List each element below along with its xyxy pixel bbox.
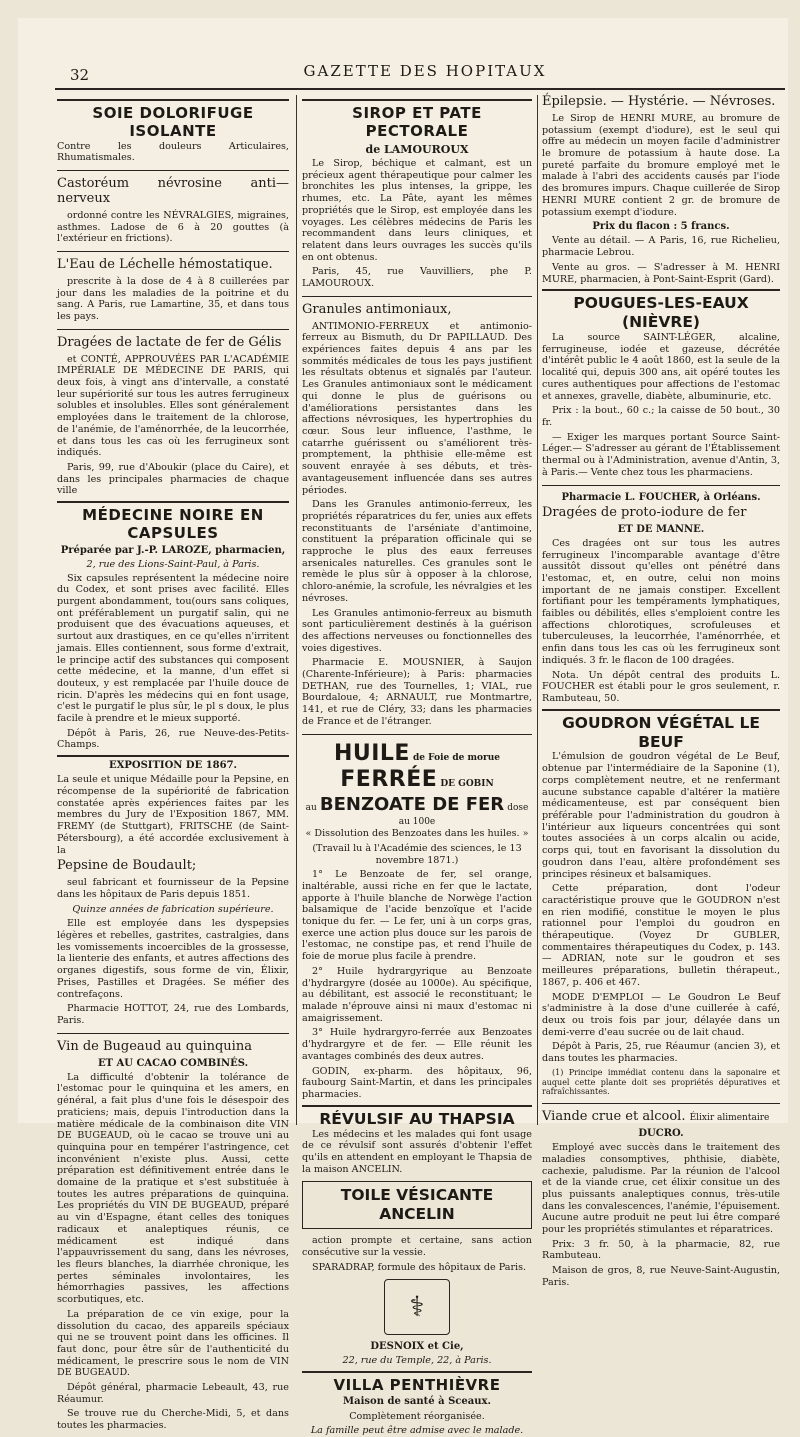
ad-heading: Castoréum névrosine anti—nerveux — [57, 176, 289, 206]
ad-text: Nota. Un dépôt central des produits L. FOUCHER est établi pour le gros seulement, r. Rambuteau, 50. — [542, 669, 780, 704]
header-rule — [55, 88, 785, 90]
ad-text: Le Sirop de HENRI MURE, au bromure de potassium (exempt d'iodure), est le seul qui offre au médecin un moyen facile d'administrer le bromure de potassium à haute dose. La pureté parfaite du bromure employé met le malade à l'abri des accidents causés par l'iode des bromures impurs. Chaque cuillerée de Sirop HENRI MURE contient 2 gr. de bromure de potassium exempt d'iodure. — [542, 112, 780, 218]
ad-subtitle: 2, rue des Lions-Saint-Paul, à Paris. — [86, 558, 260, 570]
ad-heading: Pepsine de Boudault; — [57, 858, 197, 874]
ad-price: Prix du flacon : 5 francs. — [592, 221, 730, 233]
ad-subtitle: DUCRO. — [638, 1127, 684, 1139]
ad-text: Les Granules antimonio-ferreux au bismuth sont particulièrement destinés à la guérison des affections nerveuses ou fonctionnelles des voies digestives. — [302, 607, 532, 654]
ad-text: 1° Le Benzoate de fer, sel orange, inaltérable, aussi riche en fer que le lactate, apporte à l'huile blanche de Norwège l'action balsamique de l'acide benzoïque et l'acide tonique du fer. — Le fer, uni à un corps gras, exerce une action plus douce sur les parois de l'estomac, ne constipe pas, et rend l'huile de foie de morue plus facile à prendre. — [302, 869, 532, 963]
ad-text: Cette préparation, dont l'odeur caractéristique prouve que le GOUDRON n'est en rien modifié, constitue le moyen le plus rationnel pour l'emploi du goudron en thérapeutique. (Voyez Dr GUBLER, commentaires thérapeutiques du Codex, p. 143.— ADRIAN, note sur le goudron et ses meilleures préparations, bulletin thérapeut., 1867, p. 406 et 467. — [542, 883, 780, 988]
ad-text: ordonné contre les NÉVRALGIES, migraines, asthmes. Ladose de 6 à 20 gouttes (à l'extérieur en frictions). — [57, 209, 289, 245]
ad-text: La famille peut être admise avec le malade. — [310, 1425, 524, 1437]
ad-subtitle: (Travail lu à l'Académie des sciences, le 13 novembre 1871.) — [312, 842, 522, 866]
ad-text: La préparation de ce vin exige, pour la dissolution du cacao, des appareils spéciaux qui ne se trouvent point dans les officines. Il faut donc, pour être sûr de l'authenticité du médicament, le prescrire sous le nom de VIN DE BUGEAUD. — [57, 1308, 289, 1379]
ad-text: MODE D'EMPLOI — Le Goudron Le Beuf s'administre à la dose d'une cuillerée à café, deux ou trois fois par jour, délayée dans un demi-verre d'eau sucrée ou de lait chaud. — [542, 991, 780, 1038]
ad-text: GODIN, ex-pharm. des hôpitaux, 96, faubourg Saint-Martin, et dans les principales pharmacies. — [302, 1065, 532, 1100]
column-divider — [537, 95, 538, 1125]
ad-text: Employé avec succès dans le traitement des maladies consomptives, phthisie, diabète, cachexie, paludisme. Par la réunion de l'alcool et de la viande crue, cet élixir consitue un des plus puissants analeptiques connus, très-utile dans les convalescences, l'anémie, l'épuisement. Aucune autre produit ne peut lui être comparé pour les propriétés stimulantes et réparatrices. — [542, 1142, 780, 1236]
ad-text: 3° Huile hydrargyro-ferrée aux Benzoates d'hydrargyre et de fer. — Elle réunit les avantages combinés des deux autres. — [302, 1027, 532, 1062]
ad-text: seul fabricant et fournisseur de la Pepsine dans les hôpitaux de Paris depuis 1851. — [57, 877, 289, 900]
ad-title: SOIE DOLORIFUGE ISOLANTE — [92, 104, 254, 141]
ad-subtitle: DESNOIX et Cie, — [370, 1341, 464, 1353]
ad-text: L'émulsion de goudron végétal de Le Beuf, obtenue par l'intermédiaire de la Saponine (1), corps complètement neutre, et ne renfermant aucune substance capable d'altérer la matière médicamenteuse, est par conséquent bien préférable pour l'administration du goudron à l'intérieur aux liqueurs concentrées qui sont toutes associées à un corps alcalin ou acide, corps qui, tout en favorisant la dissolution du goudron dans l'eau, altère profondément ses principes résineux et balsamiques. — [542, 751, 780, 880]
ad-heading: Vin de Bugeaud au quinquina — [57, 1038, 252, 1054]
ad-title: POUGUES-LES-EAUX (NIÈVRE) — [573, 294, 749, 332]
column-divider — [296, 95, 297, 1125]
ad-subtitle: ET DE MANNE. — [617, 523, 705, 535]
ad-title: TOILE VÉSICANTE ANCELIN — [340, 1186, 494, 1224]
ad-text: Six capsules représentent la médecine noire du Codex, et sont prises avec facilité. Elles purgent abondamment, tou(ours sans coliques, ont préférablement un purgatif salin, qui ne produisent que des évacuations aqueuses, et surtout aux drastiques, en ce qu'elles n'irritent jamais. Elles contiennent, sous forme d'extrait, le principe actif des substances qui composent cette médecine, et la manne, d'un effet si douteux, y est remplacée par l'huile douce de ricin. D'après les médecins qui en font usage, c'est le purgatif le plus sûr, le pl s doux, le plus facile à prendre et le mieux supporté. — [57, 572, 289, 725]
ad-heading: Épilepsie. — Hystérie. — Névroses. — [542, 94, 776, 109]
ad-text: action prompte et certaine, sans action consécutive sur la vessie. — [302, 1235, 532, 1258]
ad-text: La difficulté d'obtenir la tolérance de l'estomac pour le quinquina et les amers, en général, a fait plus d'une fois le désespoir des praticiens; mais, depuis l'introduction dans la matière médicale de la combinaison dite VIN DE BUGEAUD, où le cacao se trouve uni au quinquina pour en tempérer l'astringence, cet inconvénient n'existe plus. Aussi, cette préparation est définitivement entrée dans le domaine de la pratique et s'est substituée à toutes les autres préparations de quinquina. Les propriétés du VIN DE BUGEAUD, préparé au vin d'Espagne, étant celles des toniques radicaux et analeptiques réunis, ce médicament est indiqué dans l'appauvrissement du sang, dans les névroses, les fleurs blanches, la diarrhée chronique, les pertes séminales involontaires, les hémorrhagies passives, les affections scorbutiques, etc. — [57, 1071, 289, 1306]
ad-title: VILLA PENTHIÈVRE — [333, 1376, 501, 1395]
ad-title: GOUDRON VÉGÉTAL LE BEUF — [562, 713, 760, 751]
ad-text: Dans les Granules antimonio-ferreux, les propriétés réparatrices du fer, unies aux effets reconstituants de l'arséniate d'antimoine, constituent la préparation officinale qui se rapproche le plus des eaux ferreuses arsenicales naturelles. Ces granules sont le remède le plus sûr à opposer à la chlorose, chloro-anémie, la scrofule, les névralgies et les névroses. — [302, 499, 532, 604]
ad-text: Les médecins et les malades qui font usage de ce révulsif sont assurés d'obtenir l'effet qu'ils en attendent en employant le Thapsia de la maison ANCELIN. — [302, 1128, 532, 1175]
ad-text: Pharmacie E. MOUSNIER, à Saujon (Charente-Inférieure); à Paris: pharmacies DETHAN, rue des Tournelles, 1; VIAL, rue Bourdaloue, 4; ARNAULT, rue Montmartre, 141, et rue de Cléry, 33; dans les pharmacies de France et de l'étranger. — [302, 657, 532, 727]
ad-subtitle: Préparée par J.-P. LAROZE, pharmacien, — [60, 544, 286, 556]
ad-text: Se trouve rue du Cherche-Midi, 5, et dans toutes les pharmacies. — [57, 1408, 289, 1432]
ad-heading: L'Eau de Léchelle hémostatique. — [57, 256, 273, 272]
column-right — [542, 94, 780, 1288]
ad-text: Prix : la bout., 60 c.; la caisse de 50 bout., 30 fr. — [542, 405, 780, 428]
ad-footnote: (1) Principe immédiat contenu dans la saponaire et auquel cette plante doit ses propriétés dépuratives et rafraîchissantes. — [542, 1067, 780, 1097]
ad-text: Ces dragées ont sur tous les autres ferrugineux l'incomparable avantage d'être aussitôt dissout qu'elles ont pénétré dans l'estomac, et, en outre, celui non moins important de ne jamais constiper. Excellent fortifiant pour les tempéraments lymphatiques, faibles ou débilités, elles s'emploient contre les affections chlorotiques, scrofuleuses et tuberculeuses, la leucorrhée, l'aménorrhée, et enfin dans tous les cas où les ferrugineux sont indiqués. 3 fr. le flacon de 100 dragées. — [542, 537, 780, 666]
ad-text: La source SAINT-LÉGER, alcaline, ferrugineuse, iodée et gazeuse, décrétée d'intérêt public le 4 août 1860, est la seule de la localité qui, depuis 300 ans, ait opéré toutes les cures authentiques pour affections de l'estomac et annexes, gravelle, diabète, albuminurie, etc. — [542, 332, 780, 402]
ad-text: Contre les douleurs Articulaires, Rhumatismales. — [57, 140, 289, 164]
ad-text: Complètement réorganisée. — [349, 1410, 485, 1422]
ad-title: MÉDECINE NOIRE EN CAPSULES — [82, 506, 264, 543]
ad-heading: Granules antimoniaux, — [302, 301, 452, 317]
ad-subtitle: Maison de santé à Sceaux. — [343, 1396, 491, 1408]
ad-text: Prix: 3 fr. 50, à la pharmacie, 82, rue Rambuteau. — [542, 1238, 780, 1262]
ad-text: Dépôt général, pharmacie Lebeault, 43, rue Réaumur. — [57, 1382, 289, 1405]
ad-heading: Viande crue et alcool. Élixir alimentaire — [542, 1109, 770, 1125]
ad-heading: Dragées de lactate de fer de Gélis — [57, 334, 282, 350]
ad-subtitle: ET AU CACAO COMBINÉS. — [97, 1057, 249, 1069]
ad-title: Pharmacie L. FOUCHER, à Orléans. — [561, 491, 761, 503]
ad-text: Le Sirop, béchique et calmant, est un précieux agent thérapeutique pour calmer les bronchites les plus intenses, la grippe, les rhumes, etc. La Pâte, ayant les mêmes propriétés que le Sirop, est employée dans les voyages. Les célèbres médecins de Paris les recommandent dans leurs cliniques, et relatent dans leurs ouvrages les succès qu'ils en ont obtenus. — [302, 158, 532, 263]
ancelin-logo-icon: ⚕ — [384, 1279, 450, 1335]
ad-subtitle: 22, rue du Temple, 22, à Paris. — [342, 1355, 492, 1367]
ad-title: RÉVULSIF AU THAPSIA — [319, 1109, 515, 1128]
ad-title: EXPOSITION DE 1867. — [108, 760, 238, 772]
ad-text: Paris, 45, rue Vauvilliers, phe P. LAMOUROUX. — [302, 266, 532, 290]
ad-text: — Exiger les marques portant Source Saint-Léger.— S'adresser au gérant de l'Établissement thermal ou à l'Administration, avenue d'Antin, 3, à Paris.— Vente chez tous les pharmaciens. — [542, 431, 780, 478]
ad-text: Dépôt à Paris, 25, rue Réaumur (ancien 3), et dans toutes les pharmacies. — [542, 1041, 780, 1065]
ad-text: 2° Huile hydrargyrique au Benzoate d'hydrargyre (dosée au 1000e). Au spécifique, au débilitant, est associé le reconstituant; le malade n'éprouve ainsi ni maux d'estomac ni amaigrissement. — [302, 965, 532, 1024]
ad-text: Pharmacie HOTTOT, 24, rue des Lombards, Paris. — [57, 1003, 289, 1026]
huile-banner: HUILE de Foie de morue FERRÉE DE GOBIN — [333, 740, 501, 793]
page-number: 32 — [70, 66, 90, 84]
ad-text: prescrite à la dose de 4 à 8 cuillerées par jour dans les maladies de la poitrine et du sang. A Paris, rue Lamartine, 35, et dans tous les pays. — [57, 275, 289, 323]
ad-text: SPARADRAP, formule des hôpitaux de Paris. — [312, 1261, 527, 1273]
ad-subtitle: Quinze années de fabrication supérieure. — [72, 903, 274, 915]
ad-text: ANTIMONIO-FERREUX et antimonio-ferreux au Bismuth, du Dr PAPILLAUD. Des expériences faites depuis 4 ans par les sommités médicales de tous les pays justifient les résultats obtenus et signalés par l'auteur. Les Granules antimoniaux sont le médicament qui donne le plus de guérisons ou d'améliorations persistantes dans les affections névrosiques, les hypertrophies du cœur. Sous leur influence, l'asthme, le catarrhe guérissent ou s'améliorent très-promptement, la phthisie elle-même est souvent enrayée à ses débuts, et très-avantageusement influencée dans ses autres périodes. — [302, 320, 532, 496]
ad-text: Elle est employée dans les dyspepsies légères et rebelles, gastrites, castralgies, dans les vomissements incoercibles de la grossesse, la lienterie des enfants, et autres affections des organes digestifs, sous forme de vin, Élixir, Prises, Pastilles et Dragées. Se méfier des contrefaçons. — [57, 918, 289, 1000]
benzoate-banner: au BENZOATE DE FER dose au 100e — [305, 794, 529, 828]
ad-subtitle: de LAMOUROUX — [365, 142, 469, 156]
ad-text: Vente au gros. — S'adresser à M. HENRI MURE, pharmacien, à Pont-Saint-Esprit (Gard). — [542, 261, 780, 285]
ad-text: La seule et unique Médaille pour la Pepsine, en récompense de la supériorité de fabrication constatée après expériences faites par les membres du Jury de l'Exposition 1867, MM. FREMY (de Stuttgart), FRITSCHE (de Saint-Pétersbourg), a été accordée exclusivement à la — [57, 774, 289, 856]
ad-heading: Dragées de proto-iodure de fer — [542, 504, 747, 520]
ad-text: Vente au détail. — A Paris, 16, rue Richelieu, pharmacie Lebrou. — [542, 235, 780, 259]
ad-text: Paris, 99, rue d'Aboukir (place du Caire), et dans les principales pharmacies de chaque ville — [57, 462, 289, 497]
page-header: GAZETTE DES HOPITAUX — [303, 62, 547, 80]
ad-title: SIROP ET PATE PECTORALE — [352, 104, 482, 141]
ad-text: Dépôt à Paris, 26, rue Neuve-des-Petits-Champs. — [57, 727, 289, 751]
ad-text: Maison de gros, 8, rue Neuve-Saint-Augustin, Paris. — [542, 1265, 780, 1288]
column-left — [57, 95, 289, 1432]
ad-text: et CONTÉ, APPROUVÉES PAR L'ACADÉMIE IMPÉRIALE DE MÉDECINE DE PARIS, qui deux fois, à vingt ans d'intervalle, a constaté leur supériorité sur tous les autres ferrugineux solubles et insolubles. Elles sont généralement employées dans le traitement de la chlorose, de l'anémie, de l'aménorrhée, de la leucorrhée, et dans tous les cas où les ferrugineux sont indiqués. — [57, 353, 289, 459]
ad-subtitle: « Dissolution des Benzoates dans les huiles. » — [305, 828, 529, 840]
column-middle — [302, 95, 532, 1437]
toile-box — [302, 1181, 532, 1229]
